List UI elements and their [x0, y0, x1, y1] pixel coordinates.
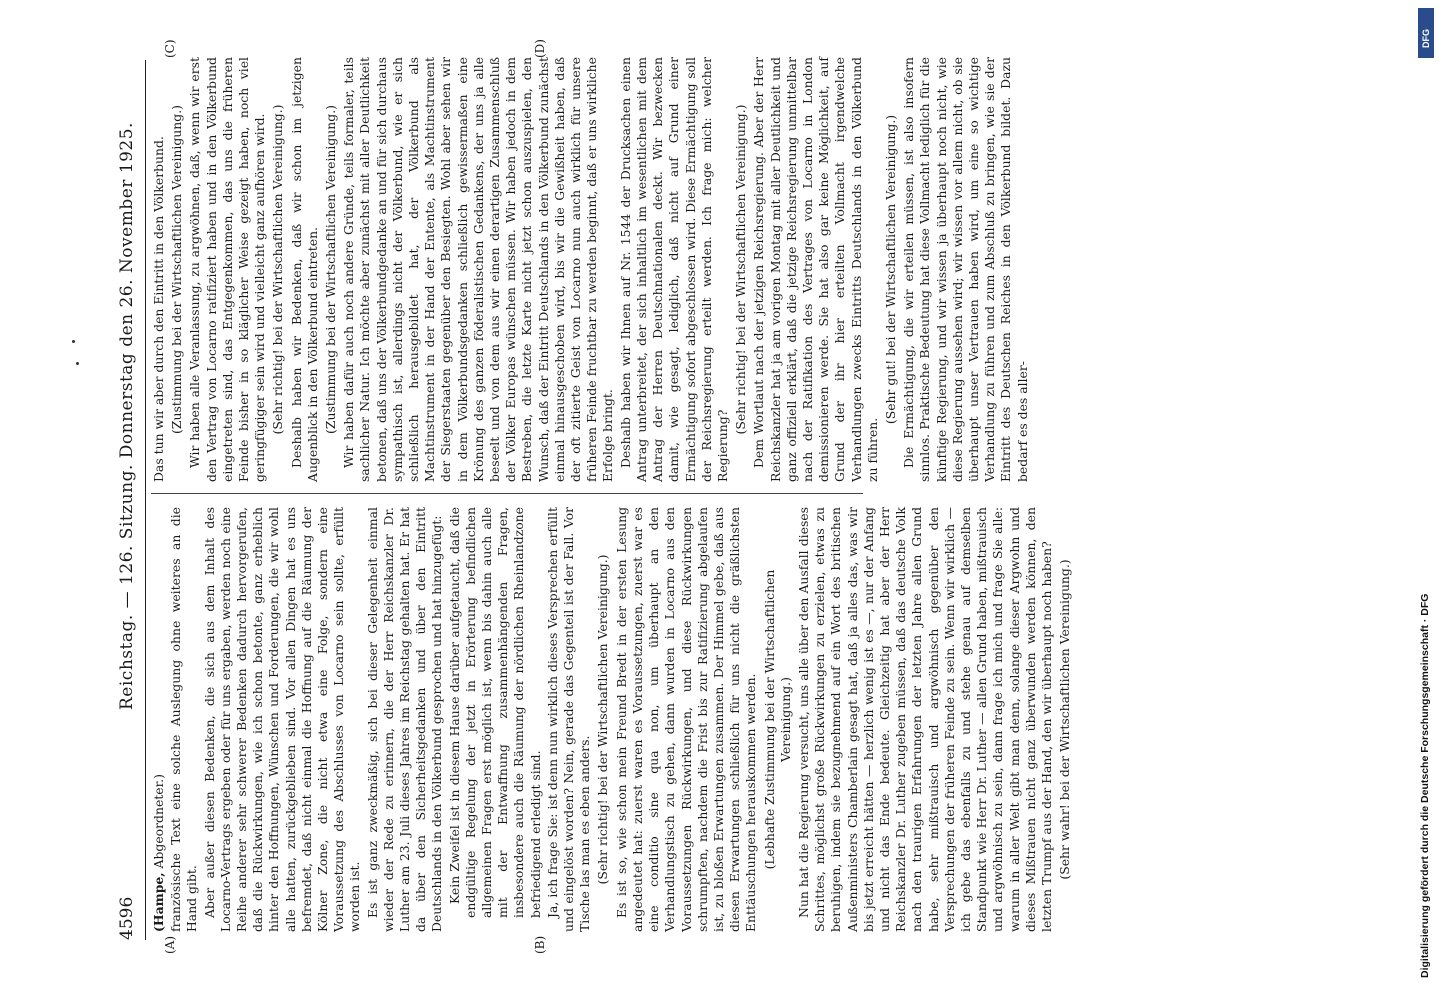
scanned-page	[103, 30, 1073, 970]
column-rule	[151, 493, 863, 494]
margin-marker-a: (A)	[163, 935, 177, 954]
margin-marker-d: (D)	[533, 39, 547, 58]
digitization-stamp	[1416, 8, 1436, 992]
quoted-passage: Kein Zweifel ist in diesem Hause darüber aufgetaucht, daß die endgültige Regelung der jetzt in Erörterung befindlichen allgemeinen Fragen erst möglich ist, wenn bis dahin auch alle mit der Entwaffnung zusammenhängenden Fragen, insbesondere auch die Räumung der nördlichen Rheinlandzone befriedigend erledigt sind.	[446, 507, 543, 918]
interjection: (Sehr wahr! bei der Wirtschaftlichen Vereinigung.)	[1057, 559, 1073, 880]
scan-speck	[76, 362, 79, 365]
speaker-name: (Hampe,	[151, 872, 166, 932]
speaker-line	[151, 507, 167, 932]
paragraph: Wir haben dafür auch noch andere Gründe, teils formaler, teils sachlicher Natur. Ich möchte aber zunächst mit aller Deutlichkeit betonen, daß uns der Völkerbundgedanke an und für sich durchaus sympathisch ist, allerdings nicht der Völkerbund, wie er sich schließlich herausgebildet hat, der Völkerbund als Machtinstrument in der Hand der Entente, als Machtinstrument der Siegerstaaten gegenüber den Besiegten. Wohl aber sehen wir in dem Völkerbundsgedanken schließlich gewissermaßen eine Krönung des ganzen föderalistischen Gedankens, der uns ja alle beseelt und von dem aus wir einen derartigen Zusammenschluß der Völker Europas wünschen müssen. Wir haben jedoch in dem Bestreben, die letzte Karte nicht jetzt schon auszuspielen, den Wunsch, daß der Eintritt Deutschlands in den Völkerbund zunächst einmal hinausgeschoben wird, bis wir die Gewißheit haben, daß der oft zitierte Geist von Locarno nun auch wirklich für unsere früheren Feinde fruchtbar zu werden beginnt, daß er uns wirkliche Erfolge bringt.	[341, 57, 616, 482]
funding-notice: Digitalisierung gefördert durch die Deutsche Forschungsgemeinschaft · DFG	[1419, 593, 1431, 978]
page-header	[111, 60, 145, 940]
paragraph: Die Ermächtigung, die wir erteilen müssen, ist also insofern sinnlos. Praktische Bedeutung hat diese Vollmacht lediglich für die künftige Regierung, und wir wissen ja überhaupt noch nicht, wie diese Regierung aussehen wird; wir wissen vor allem nicht, ob sie überhaupt unser Vertrauen haben wird, um eine so wichtige Verhandlung zu führen und zum Abschluß zu bringen, wie sie der Eintritt des Deutschen Reiches in den Völkerbund bildet. Dazu bedarf es des aller-	[901, 57, 1030, 482]
paragraph: Ja, ich frage Sie: ist denn nun wirklich dieses Versprechen erfüllt und eingelöst worden? Nein, gerade das Gegenteil ist der Fall. Vor Tische las man es eben anders.	[544, 507, 593, 932]
left-column	[151, 507, 1073, 932]
paragraph: Es ist ganz zweckmäßig, sich bei dieser Gelegenheit einmal wieder der Rede zu erinnern, die der Herr Reichskanzler Dr. Luther am 23. Juli dieses Jahres im Reichstag gehalten hat. Er hat da über den Sicherheitsgedanken und über den Eintritt Deutschlands in den Völkerbund gesprochen und hat hinzugefügt:	[364, 507, 445, 932]
paragraph: Dem Wortlaut nach der jetzigen Reichsregierung. Aber der Herr Reichskanzler hat ja am vorigen Montag mit aller Deutlichkeit und ganz offiziell erklärt, daß die jetzige Reichsregierung unmittelbar nach der Ratifikation des Vertrages von Locarno in London demissionieren werde. Sie hat also gar keine Möglichkeit, auf Grund der ihr hier erteilten Vollmacht irgendwelche Verhandlungen zwecks Eintritts Deutschlands in den Völkerbund zu führen.	[751, 57, 880, 482]
right-column	[151, 57, 1030, 482]
paragraph: Nun hat die Regierung versucht, uns alle über den Ausfall dieses Schrittes, möglichst große Rückwirkungen zu erzielen, etwas zu beruhigen, indem sie bezugnehmend auf ein Wort des britischen Außenministers Chamberlain gesagt hat, daß ja alles das, was wir bis jetzt erreicht hätten — herzlich wenig ist es —, nur der Anfang und nicht das Ende bedeute. Gleichzeitig hat aber der Herr Reichskanzler Dr. Luther zugeben müssen, daß das deutsche Volk nach den traurigen Erfahrungen der letzten Jahre allen Grund habe, sehr mißtrauisch und argwöhnisch gegenüber den Versprechungen der früheren Feinde zu sein. Wenn wir wirklich — ich gebe das ebenfalls zu und stehe genau auf demselben Standpunkt wie Herr Dr. Luther — allen Grund haben, mißtrauisch und argwöhnisch zu sein, dann frage ich mich und frage Sie alle: warum in aller Welt gibt man denn, solange dieser Argwohn und dieses Mißtrauen nicht ganz überwunden werden können, den letzten Trumpf aus der Hand, den wir überhaupt noch haben?	[795, 507, 1054, 932]
scan-speck	[72, 340, 75, 343]
paragraph: Aber außer diesen Bedenken, die sich aus dem Inhalt des Locarno-Vertrags ergeben oder für uns ergaben, werden noch eine Reihe anderer sehr schwerer Bedenken dadurch hervorgerufen, daß die Rückwirkungen, wie ich schon betonte, ganz erheblich hinter den Hoffnungen, Wünschen und Forderungen, die wir wohl alle hatten, zurückgeblieben sind. Vor allen Dingen hat es uns befremdet, daß nicht einmal die Hoffnung auf die Räumung der Kölner Zone, die nicht etwa eine Folge, sondern eine Voraussetzung des Abschlusses von Locarno sein sollte, erfüllt worden ist.	[201, 507, 363, 932]
paragraph: französische Text eine solche Auslegung ohne weiteres an die Hand gibt.	[168, 507, 200, 932]
margin-marker-c: (C)	[163, 39, 177, 58]
interjection: (Lebhafte Zustimmung bei der Wirtschaftlichen Vereinigung.)	[761, 569, 793, 870]
header-rule	[145, 60, 146, 940]
interjection: (Sehr richtig! bei der Wirtschaftlichen Vereinigung.)	[270, 104, 286, 435]
paragraph: Deshalb haben wir Bedenken, daß wir schon im jetzigen Augenblick in den Völkerbund eintreten.	[288, 57, 320, 482]
paragraph: Es ist so, wie schon mein Freund Bredt in der ersten Lesung angedeutet hat: zuerst waren es Voraussetzungen, zuerst war es eine conditio sine qua non, um überhaupt an den Verhandlungstisch zu gehen, dann wurden in Locarno aus den Voraussetzungen Rückwirkungen, und diese Rückwirkungen schrumpften, nachdem die Frist bis zur Ratifizierung abgelaufen ist, zu bloßen Erwartungen zusammen. Der Himmel gebe, daß aus diesen Erwartungen schließlich für uns nicht die gräßlichsten Enttäuschungen herauskommen werden.	[613, 507, 759, 932]
dfg-logo-icon: DFG	[1418, 8, 1434, 58]
interjection: (Sehr richtig! bei der Wirtschaftlichen Vereinigung.)	[733, 104, 749, 435]
speaker-role: Abgeordneter.)	[151, 774, 166, 869]
running-head: Reichstag. — 126. Sitzung. Donnerstag den 26. November 1925.	[117, 122, 137, 710]
paragraph: Deshalb haben wir Ihnen auf Nr. 1544 der Drucksachen einen Antrag unterbreitet, der sich inhaltlich im wesentlichen mit dem Antrag der Herren Deutschnationalen deckt. Wir bezwecken damit, wie gesagt, lediglich, daß nicht auf Grund einer Ermächtigung sofort abgeschlossen wird. Diese Ermächtigung soll der Reichsregierung erteilt werden. Ich frage mich: welcher Regierung?	[617, 57, 730, 482]
paragraph: Wir haben alle Veranlassung, zu argwöhnen, daß, wenn wir erst den Vertrag von Locarno ratifiziert haben und in den Völkerbund eingetreten sind, das Entgegenkommen, das uns die früheren Feinde bisher in so kläglicher Weise gezeigt haben, noch viel geringfügiger sein wird und vielleicht ganz aufhören wird.	[187, 57, 268, 482]
interjection: (Zustimmung bei der Wirtschaftlichen Vereinigung.)	[169, 105, 185, 434]
page-number: 4596	[117, 896, 137, 940]
interjection: (Zustimmung bei der Wirtschaftlichen Vereinigung.)	[323, 105, 339, 434]
margin-marker-b: (B)	[533, 935, 547, 954]
paragraph: Das tun wir aber durch den Eintritt in den Völkerbund.	[151, 136, 166, 482]
interjection: (Sehr richtig! bei der Wirtschaftlichen Vereinigung.)	[595, 554, 611, 885]
interjection: (Sehr gut! bei der Wirtschaftlichen Vereinigung.)	[882, 114, 898, 425]
